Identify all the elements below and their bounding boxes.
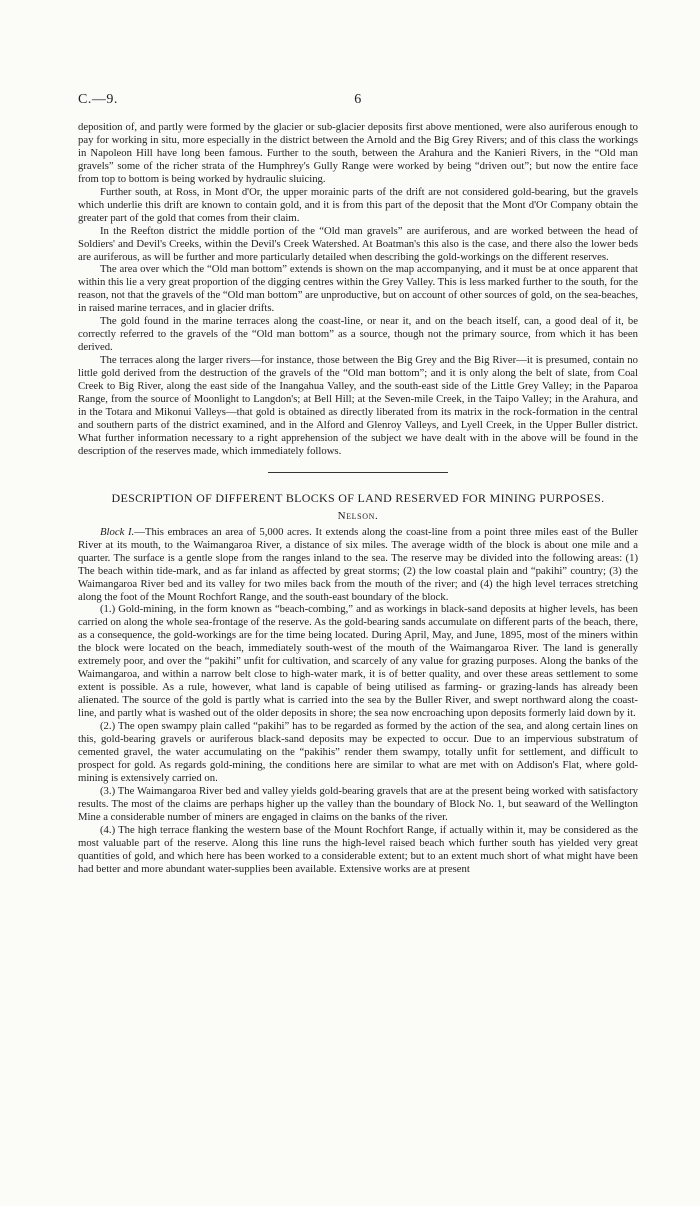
section-heading: DESCRIPTION OF DIFFERENT BLOCKS OF LAND RESERVED FOR MINING PURPOSES. xyxy=(111,490,605,505)
paragraph: The terraces along the larger rivers—for instance, those between the Big Grey and the Big River—it is presumed, contain no little gold derived from the destruction of the gravels of the “Old man bottom”; and it is only along the belt of slate, from Coal Creek to Big River, along the east side of the Inangahua Valley, and the south-east side of the Little Grey Valley; in the Paparoa Range, from the source of Moonlight to Langdon's; at Bell Hill; at the Seven-mile Creek, in the Taipo Valley; in the Arahura, and in the Totara and Mikonui Valleys—that gold is obtained as directly liberated from its matrix in the rock-formation in the central and southern parts of the district examined, and in the Alford and Glenroy Valleys, and Lyell Creek, in the Upper Buller district. What further information necessary to a right apprehension of the subject we have dealt with in the above will be found in the description of the reserves made, which immediately follows. xyxy=(78,354,638,457)
section-subheading: Nelson. xyxy=(337,509,379,522)
paragraph: The gold found in the marine terraces along the coast-line, or near it, and on the beach itself, can, a good deal of it, be correctly referred to the gravels of the “Old man bottom” as a source, though not the primary source, from which it has been derived. xyxy=(78,315,638,354)
paragraph: (3.) The Waimangaroa River bed and valley yields gold-bearing gravels that are at the present being worked with satisfactory results. The most of the claims are perhaps higher up the valley than the boundary of Block No. 1, but seaward of the Wellington Mine a considerable number of miners are engaged in claims on the banks of the river. xyxy=(78,784,638,823)
paragraph: (2.) The open swampy plain called “pakihi” has to be regarded as formed by the action of the sea, and along certain lines on this, gold-bearing gravels or auriferous black-sand deposits may be expected to occur. Due to an impervious substratum of cemented gravel, the water accumulating on the “pakihis” render them swampy, totally unfit for settlement, and difficult to prospect for gold. As regards gold-mining, the conditions here are similar to what are met with on Addison's Flat, where gold-mining is extensively carried on. xyxy=(78,720,638,784)
section-divider xyxy=(268,472,448,473)
paragraph: (1.) Gold-mining, in the form known as “beach-combing,” and as workings in black-sand deposits at higher levels, has been carried on along the whole sea-frontage of the reserve. As the gold-bearing sands accumulate on different parts of the beach, there, as a consequence, the gold-workings are for the time being located. During April, May, and June, 1895, most of the miners within the block were located on the beach, immediately south-west of the mouth of the Waimangaroa River. The land is generally extremely poor, and over the “pakihi” unfit for cultivation, and scarcely of any value for grazing purposes. Along the banks of the Waimangaroa, and within a narrow belt close to high-water mark, it is of better quality, and over these areas settlement to some extent is possible. As a rule, however, what land is capable of being utilised as farming- or grazing-lands has already been alienated. The source of the gold is partly what is carried into the sea by the Buller River, and swept northward along the coast-line, and partly what is washed out of the older deposits in shore; the sea now encroaching upon deposits formerly laid down by it. xyxy=(78,603,638,720)
body-text xyxy=(78,121,638,875)
page-number: 6 xyxy=(354,92,362,107)
paragraph: Further south, at Ross, in Mont d'Or, the upper morainic parts of the drift are not considered gold-bearing, but the gravels which underlie this drift are known to contain gold, and it is from this part of the deposit that the Mont d'Or Company obtain the greater part of the gold that comes from their claim. xyxy=(78,185,638,224)
block-intro: —This embraces an area of 5,000 acres. It extends along the coast-line from a point three miles east of the Buller River at its mouth, to the Waimangaroa River, a distance of six miles. The average width of the block is about one mile and a quarter. The surface is a gentle slope from the ranges inland to the sea. The reserve may be divided into the following areas: (1) The beach within tide-mark, and as far inland as affected by great storms; (2) the low coastal plain and “pakihi” country; (3) the Waimangaroa River bed and its valley for two miles back from the mouth of the river; and (4) the high level terraces stretching along the foot of the Mount Rochfort Range, and the south-east boundary of the block. xyxy=(78,525,638,603)
block-paragraph xyxy=(78,526,638,604)
paragraph: (4.) The high terrace flanking the western base of the Mount Rochfort Range, if actually within it, may be considered as the most valuable part of the reserve. Along this line runs the high-level raised beach which further south has yielded very great quantities of gold, and which here has been worked to a considerable extent; but to an extent much short of what might have been had better and more abundant water-supplies been available. Extensive works are at present xyxy=(78,823,638,875)
block-title: Block I. xyxy=(100,525,135,538)
paragraph: In the Reefton district the middle portion of the “Old man gravels” are auriferous, and are worked between the head of Soldiers' and Devil's Creeks, within the Devil's Creek Watershed. At Boatman's this also is the case, and there also the lower beds are auriferous, as will be further and more particularly detailed when describing the gold-workings on the different reserves. xyxy=(78,224,638,263)
paragraph: deposition of, and partly were formed by the glacier or sub-glacier deposits first above mentioned, were also auriferous enough to pay for working in situ, more especially in the district between the Arnold and the Big Grey Rivers; and of this class the workings in Napoleon Hill have long been famous. Further to the south, between the Arahura and the Kanieri Rivers, in the “Old man gravels” some of the richer strata of the Humphrey's Gully Range were worked by being “driven out”; but now the entire face from top to bottom is being worked by hydraulic sluicing. xyxy=(78,121,638,185)
document-reference: C.—9. xyxy=(78,92,118,107)
paragraph: The area over which the “Old man bottom” extends is shown on the map accompanying, and it must be at once apparent that within this lie a very great proportion of the digging centres within the Grey Valley. This is less marked further to the south, for the reason, not that the gravels of the “Old man bottom” are unproductive, but on account of other sources of gold, on the sea-beaches, in raised marine terraces, and in glacier drifts. xyxy=(78,263,638,315)
